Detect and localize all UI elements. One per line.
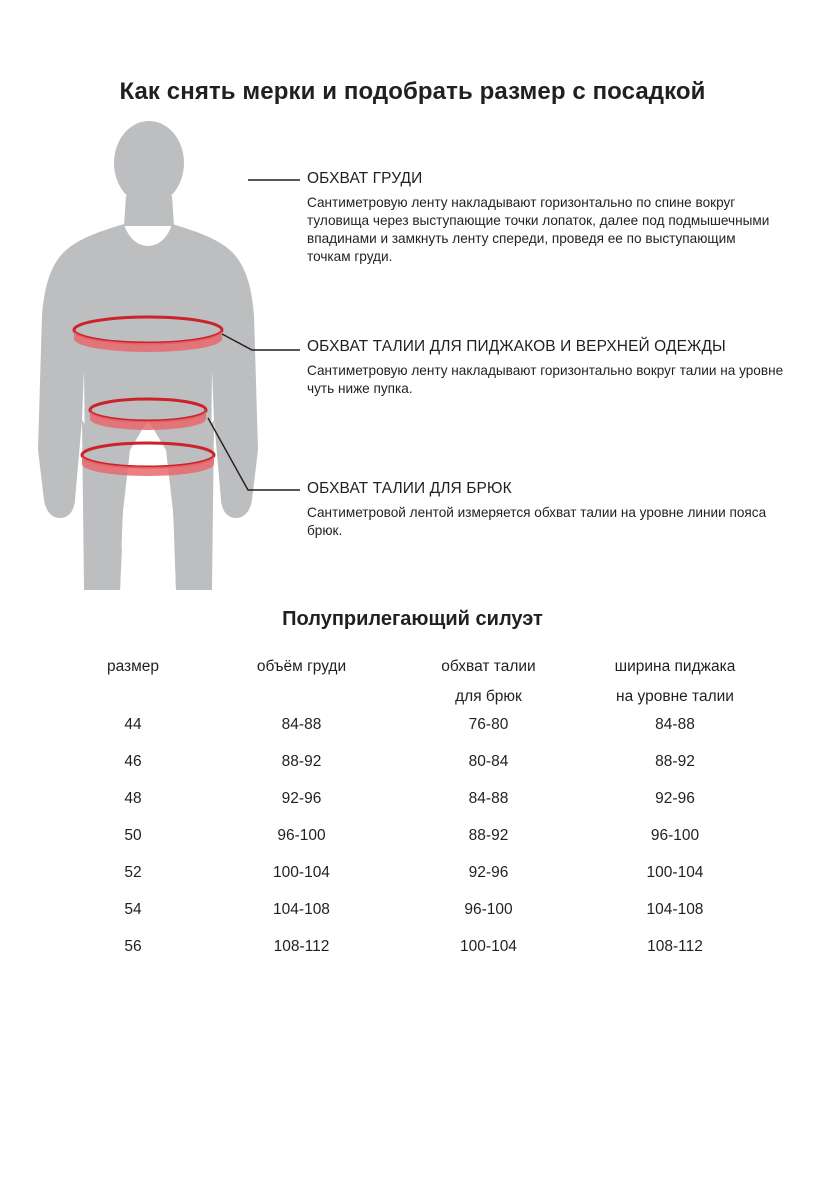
cell-jacket-width: 84-88 xyxy=(655,715,695,733)
cell-jacket-width: 104-108 xyxy=(646,900,704,918)
cell-waist: 80-84 xyxy=(468,752,509,770)
cell-size: 56 xyxy=(124,937,142,955)
table-row xyxy=(58,891,768,928)
cell-waist: 76-80 xyxy=(468,715,509,733)
table-row xyxy=(58,854,768,891)
cell-chest: 104-108 xyxy=(273,900,330,918)
size-table xyxy=(58,658,768,965)
column-header-chest: объём груди xyxy=(256,658,347,675)
callout-chest xyxy=(307,170,777,266)
cell-size: 52 xyxy=(124,863,142,881)
cell-size: 54 xyxy=(124,900,142,918)
cell-waist: 88-92 xyxy=(468,826,509,844)
cell-size: 50 xyxy=(124,826,142,844)
table-row xyxy=(58,743,768,780)
cell-chest: 100-104 xyxy=(273,863,330,881)
cell-size: 44 xyxy=(124,715,142,733)
callout-waist-jacket-body: Сантиметровую ленту накладывают горизонтально вокруг талии на уровне чуть ниже пупка. xyxy=(307,363,784,397)
cell-chest: 108-112 xyxy=(273,937,330,955)
size-table-title: Полуприлегающий силуэт xyxy=(282,608,543,630)
cell-jacket-width: 92-96 xyxy=(655,789,695,807)
cell-waist: 84-88 xyxy=(468,789,509,807)
callout-waist-trousers-body: Сантиметровой лентой измеряется обхват талии на уровне линии пояса брюк. xyxy=(307,505,767,539)
table-row xyxy=(58,706,768,743)
callout-waist-trousers xyxy=(307,480,777,540)
cell-jacket-width: 88-92 xyxy=(655,752,695,770)
table-row xyxy=(58,780,768,817)
cell-chest: 84-88 xyxy=(281,715,322,733)
cell-size: 46 xyxy=(124,752,142,770)
table-row xyxy=(58,928,768,965)
cell-jacket-width: 108-112 xyxy=(647,937,703,955)
callout-chest-title: ОБХВАТ ГРУДИ xyxy=(307,170,423,187)
column-header-jacket-width: ширина пиджака на уровне талии xyxy=(614,658,736,705)
page-title: Как снять мерки и подобрать размер с посадкой xyxy=(119,78,706,105)
callout-chest-body: Сантиметровую ленту накладывают горизонтально по спине вокруг туловища через выступающие точки лопаток, далее под подмышечными впадинами и замкнуть ленту спереди, проведя ее по выступающим точкам груди. xyxy=(307,195,770,265)
column-header-waist: обхват талии для брюк xyxy=(441,658,536,705)
cell-chest: 88-92 xyxy=(281,752,322,770)
cell-jacket-width: 100-104 xyxy=(646,863,704,881)
cell-jacket-width: 96-100 xyxy=(650,826,700,844)
cell-chest: 96-100 xyxy=(277,826,326,844)
cell-waist: 96-100 xyxy=(464,900,513,918)
callout-waist-jacket-title: ОБХВАТ ТАЛИИ ДЛЯ ПИДЖАКОВ И ВЕРХНЕЙ ОДЕЖДЫ xyxy=(307,338,726,355)
table-row xyxy=(58,817,768,854)
cell-waist: 100-104 xyxy=(460,937,517,955)
column-header-size: размер xyxy=(106,658,160,675)
cell-chest: 92-96 xyxy=(281,789,322,807)
callout-waist-jacket xyxy=(307,338,787,398)
measurement-diagram xyxy=(0,120,825,610)
cell-size: 48 xyxy=(124,789,142,807)
cell-waist: 92-96 xyxy=(468,863,509,881)
callout-waist-trousers-title: ОБХВАТ ТАЛИИ ДЛЯ БРЮК xyxy=(307,480,512,497)
table-header-row xyxy=(58,658,768,706)
